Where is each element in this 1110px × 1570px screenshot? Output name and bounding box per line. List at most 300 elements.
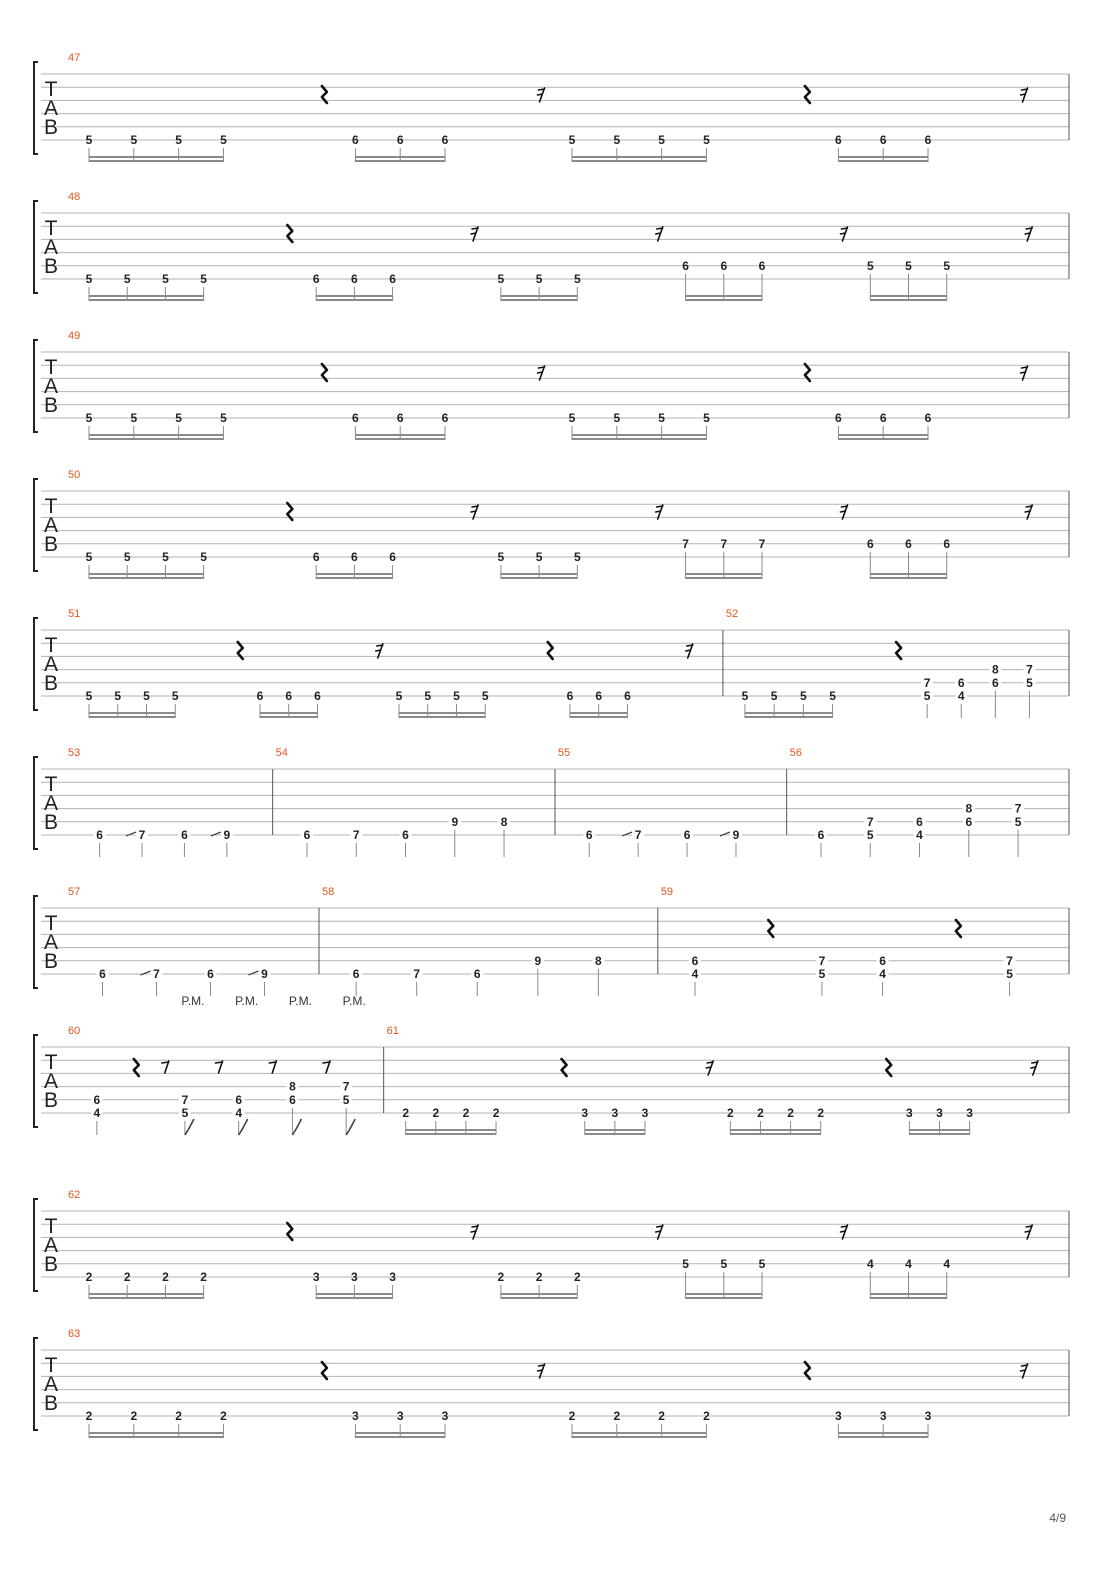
fret-number: 2 <box>573 1270 581 1284</box>
note-chord <box>471 967 483 996</box>
fret-number: 4 <box>93 1106 101 1120</box>
fret-number: 6 <box>566 689 574 703</box>
fret-number: 5 <box>162 272 169 286</box>
fret-number: 6 <box>352 411 359 425</box>
fret-number: 4 <box>905 1256 912 1271</box>
fret-number: 7 <box>866 814 874 829</box>
tab-clef-letter: T <box>44 217 58 240</box>
fret-number: 5 <box>123 272 131 286</box>
beamed-note-group <box>867 1257 950 1299</box>
fret-number: 3 <box>641 1106 649 1120</box>
fret-number: 2 <box>123 1270 131 1284</box>
tab-clef-letter: A <box>43 236 59 259</box>
note-chord <box>340 994 366 1135</box>
beamed-note-group <box>498 550 581 579</box>
fret-number: 5 <box>85 689 93 703</box>
fret-number: 2 <box>703 1409 710 1423</box>
beamed-note-group <box>86 411 227 440</box>
tab-clef-letter: T <box>44 1215 58 1238</box>
fret-number: 6 <box>389 272 396 286</box>
fret-number: 5 <box>770 689 778 703</box>
fret-number: 6 <box>835 133 842 147</box>
tab-clef-letter: A <box>43 792 59 815</box>
note-chord <box>233 994 259 1135</box>
fret-number: 2 <box>402 1106 410 1120</box>
fret-number: 5 <box>171 689 179 703</box>
fret-number: 5 <box>573 550 581 564</box>
beamed-note-group <box>906 1106 973 1135</box>
fret-number: 7 <box>634 828 642 842</box>
fret-number: 6 <box>691 953 699 968</box>
fret-number: 7 <box>1026 662 1033 677</box>
measure-number: 62 <box>68 1189 81 1201</box>
fret-number: 4 <box>943 1256 951 1271</box>
tab-system <box>34 608 1069 718</box>
beamed-note-group <box>313 272 396 301</box>
fret-number: 5 <box>114 689 122 703</box>
system-bracket <box>34 1338 38 1430</box>
note-chord <box>816 954 828 996</box>
fret-number: 6 <box>866 536 874 551</box>
beamed-note-group <box>352 133 449 162</box>
fret-number: 2 <box>200 1270 207 1284</box>
tab-clef-letter: T <box>44 1051 58 1074</box>
fret-number: 5 <box>200 550 207 564</box>
note-chord <box>140 967 162 996</box>
measure-number: 50 <box>68 469 81 481</box>
palm-mute-label: P.M. <box>342 994 366 1008</box>
fret-number: 6 <box>402 828 409 842</box>
beamed-note-group <box>867 259 950 301</box>
fret-number: 5 <box>800 689 807 703</box>
beamed-note-group <box>581 1106 648 1135</box>
system-bracket <box>34 1199 38 1291</box>
tab-clef-letter: B <box>43 1392 59 1415</box>
tab-clef-letter: B <box>43 533 59 556</box>
tab-clef-letter: A <box>43 97 59 120</box>
fret-number: 5 <box>395 689 403 703</box>
tab-clef-letter: T <box>44 773 58 796</box>
beamed-note-group <box>86 133 227 162</box>
tab-clef-letter: A <box>43 931 59 954</box>
fret-number: 3 <box>966 1106 973 1120</box>
beamed-note-group <box>86 1409 227 1438</box>
fret-number: 5 <box>85 550 93 564</box>
fret-number: 9 <box>223 828 231 842</box>
note-chord <box>592 954 604 996</box>
fret-number: 3 <box>389 1270 396 1284</box>
fret-number: 6 <box>991 675 999 690</box>
eighth-flag <box>346 1119 355 1135</box>
palm-mute-label: P.M. <box>288 994 312 1008</box>
note-chord <box>914 815 926 857</box>
note-chord <box>91 1093 103 1135</box>
measure-number: 49 <box>68 330 81 342</box>
fret-number: 5 <box>220 411 227 425</box>
fret-number: 6 <box>720 258 728 273</box>
system-bracket <box>34 479 38 571</box>
fret-number: 9 <box>732 828 740 842</box>
fret-number: 2 <box>462 1106 470 1120</box>
measure-number: 58 <box>321 886 335 898</box>
fret-number: 6 <box>351 550 358 564</box>
fret-number: 5 <box>85 133 93 147</box>
fret-number: 5 <box>85 272 93 286</box>
note-chord <box>681 828 693 857</box>
note-chord <box>411 967 423 996</box>
note-chord <box>179 994 205 1135</box>
fret-number: 9 <box>261 967 268 981</box>
palm-mute-label: P.M. <box>181 994 205 1008</box>
beamed-note-group <box>835 133 932 162</box>
fret-number: 2 <box>175 1409 182 1423</box>
system-bracket <box>34 1035 38 1127</box>
fret-number: 6 <box>879 953 886 968</box>
eighth-rest <box>216 1061 223 1073</box>
beamed-note-group <box>352 1409 449 1438</box>
fret-number: 6 <box>965 814 973 829</box>
fret-number: 8 <box>991 662 999 677</box>
fret-number: 3 <box>312 1270 320 1284</box>
fret-number: 5 <box>220 133 227 147</box>
tab-clef-letter: B <box>43 255 59 278</box>
fret-number: 5 <box>130 411 138 425</box>
fret-number: 6 <box>351 272 358 286</box>
fret-number: 6 <box>285 689 293 703</box>
beamed-note-group <box>498 1270 581 1299</box>
fret-number: 5 <box>866 828 874 842</box>
measure-number: 56 <box>789 747 802 759</box>
fret-number: 7 <box>153 967 160 981</box>
eighth-rest <box>323 1061 330 1073</box>
fret-number: 5 <box>568 133 576 147</box>
beamed-note-group <box>402 1106 499 1135</box>
fret-number: 6 <box>314 689 321 703</box>
fret-number: 6 <box>758 258 766 273</box>
fret-number: 7 <box>352 828 360 842</box>
fret-number: 2 <box>613 1409 621 1423</box>
measure-number: 53 <box>68 747 81 759</box>
fret-number: 7 <box>758 536 766 551</box>
note-chord <box>689 954 701 996</box>
beamed-note-group <box>569 1409 710 1438</box>
measure-number: 54 <box>275 747 288 759</box>
fret-number: 6 <box>879 411 887 425</box>
fret-number: 2 <box>726 1106 734 1120</box>
system-bracket <box>34 757 38 849</box>
tab-clef-letter: T <box>44 1354 58 1377</box>
fret-number: 6 <box>312 272 320 286</box>
fret-number: 4 <box>866 1256 874 1271</box>
fret-number: 7 <box>1014 801 1022 816</box>
note-chord <box>532 954 544 996</box>
fret-number: 5 <box>143 689 150 703</box>
note-chord <box>178 828 190 857</box>
tab-clef-letter: B <box>43 1089 59 1112</box>
note-chord <box>921 676 933 718</box>
fret-number: 5 <box>568 411 576 425</box>
note-chord <box>286 994 312 1135</box>
fret-number: 6 <box>473 967 481 981</box>
fret-number: 5 <box>342 1092 350 1107</box>
note-chord <box>204 967 216 996</box>
fret-number: 7 <box>181 1092 189 1107</box>
fret-number: 5 <box>943 258 951 273</box>
measure-number: 52 <box>725 608 739 620</box>
beamed-note-group <box>567 689 632 718</box>
note-chord <box>126 828 148 857</box>
fret-number: 2 <box>535 1270 543 1284</box>
fret-number: 3 <box>936 1106 943 1120</box>
fret-number: 7 <box>720 536 728 551</box>
measure-number: 55 <box>558 747 571 759</box>
eighth-flag <box>292 1119 301 1135</box>
fret-number: 5 <box>720 1256 728 1271</box>
eighth-flag <box>239 1119 248 1135</box>
tab-clef-letter: B <box>43 811 59 834</box>
tab-clef-letter: T <box>44 495 58 518</box>
fret-number: 5 <box>535 550 543 564</box>
fret-number: 6 <box>924 133 932 147</box>
beamed-note-group <box>569 133 710 162</box>
fret-number: 3 <box>924 1409 932 1423</box>
fret-number: 5 <box>658 133 665 147</box>
note-chord <box>955 676 967 718</box>
note-chord <box>449 815 461 857</box>
fret-number: 5 <box>573 272 581 286</box>
tab-clef-letter: A <box>43 653 59 676</box>
fret-number: 7 <box>818 953 826 968</box>
fret-number: 5 <box>613 133 621 147</box>
fret-number: 6 <box>957 675 965 690</box>
fret-number: 2 <box>658 1409 665 1423</box>
beamed-note-group <box>727 1106 824 1135</box>
tab-clef-letter: A <box>43 375 59 398</box>
beamed-note-group <box>682 259 765 301</box>
fret-number: 5 <box>200 272 207 286</box>
fret-number: 4 <box>691 967 699 981</box>
fret-number: 6 <box>181 828 188 842</box>
system-bracket <box>34 340 38 432</box>
fret-number: 6 <box>289 1092 296 1107</box>
fret-number: 5 <box>703 133 710 147</box>
fret-number: 6 <box>817 828 825 842</box>
beamed-note-group <box>867 537 950 579</box>
fret-number: 4 <box>879 967 886 981</box>
measure-number: 51 <box>68 608 81 620</box>
eighth-rest <box>269 1061 276 1073</box>
fret-number: 6 <box>682 258 689 273</box>
fret-number: 3 <box>351 1270 358 1284</box>
fret-number: 2 <box>85 1409 93 1423</box>
fret-number: 3 <box>611 1106 619 1120</box>
note-chord <box>583 828 595 857</box>
tab-clef-letter: B <box>43 394 59 417</box>
note-chord <box>94 828 106 857</box>
beamed-note-group <box>86 272 208 301</box>
fret-number: 6 <box>624 689 631 703</box>
fret-number: 2 <box>497 1270 505 1284</box>
beamed-note-group <box>835 411 932 440</box>
fret-number: 6 <box>924 411 932 425</box>
fret-number: 9 <box>534 953 542 968</box>
tab-clef-letter: T <box>44 78 58 101</box>
tab-system <box>34 191 1069 301</box>
fret-number: 6 <box>441 411 449 425</box>
fret-number: 6 <box>943 536 951 551</box>
fret-number: 6 <box>207 967 214 981</box>
fret-number: 3 <box>352 1409 359 1423</box>
fret-number: 5 <box>123 550 131 564</box>
beamed-note-group <box>313 550 396 579</box>
fret-number: 4 <box>916 828 923 842</box>
fret-number: 2 <box>787 1106 794 1120</box>
measure-number: 48 <box>68 191 81 203</box>
tab-clef-letter: B <box>43 672 59 695</box>
fret-number: 5 <box>703 411 710 425</box>
fret-number: 6 <box>396 411 404 425</box>
fret-number: 5 <box>175 133 182 147</box>
system-bracket <box>34 618 38 710</box>
fret-number: 8 <box>289 1079 296 1094</box>
fret-number: 5 <box>85 411 93 425</box>
fret-number: 3 <box>396 1409 404 1423</box>
fret-number: 6 <box>96 828 103 842</box>
fret-number: 6 <box>585 828 593 842</box>
system-bracket <box>34 62 38 154</box>
note-chord <box>1012 802 1024 857</box>
fret-number: 5 <box>905 258 912 273</box>
note-chord <box>815 828 827 857</box>
fret-number: 5 <box>175 411 182 425</box>
fret-number: 6 <box>312 550 320 564</box>
fret-number: 6 <box>916 814 923 829</box>
beamed-note-group <box>742 689 837 718</box>
note-chord <box>301 828 313 857</box>
tab-clef-letter: B <box>43 950 59 973</box>
fret-number: 5 <box>535 272 543 286</box>
tab-clef-letter: A <box>43 1070 59 1093</box>
fret-number: 7 <box>682 536 689 551</box>
tab-clef-letter: T <box>44 356 58 379</box>
tab-clef-letter: A <box>43 514 59 537</box>
fret-number: 7 <box>413 967 421 981</box>
note-chord <box>1004 954 1016 996</box>
page-indicator: 4/9 <box>1049 1511 1066 1525</box>
beamed-note-group <box>86 689 179 718</box>
fret-number: 6 <box>835 411 842 425</box>
fret-number: 6 <box>352 967 360 981</box>
measure-number: 57 <box>68 886 81 898</box>
fret-number: 6 <box>879 133 887 147</box>
tab-system <box>34 994 1069 1135</box>
eighth-rest <box>162 1061 169 1073</box>
tab-system <box>34 330 1069 440</box>
fret-number: 5 <box>741 689 749 703</box>
fret-number: 8 <box>595 953 602 968</box>
measure-number: 63 <box>68 1328 81 1340</box>
fret-number: 5 <box>923 689 931 703</box>
fret-number: 7 <box>923 675 931 690</box>
fret-number: 5 <box>1014 814 1022 829</box>
beamed-note-group <box>835 1409 932 1438</box>
beamed-note-group <box>86 550 208 579</box>
beamed-note-group <box>86 1270 208 1299</box>
fret-number: 2 <box>432 1106 440 1120</box>
tab-clef-letter: A <box>43 1234 59 1257</box>
tab-clef-letter: T <box>44 912 58 935</box>
note-chord <box>211 828 233 857</box>
beamed-note-group <box>313 1270 396 1299</box>
tab-system <box>34 1189 1069 1299</box>
tab-clef-letter: B <box>43 116 59 139</box>
measure-number: 60 <box>68 1025 81 1037</box>
fret-number: 5 <box>758 1256 766 1271</box>
fret-number: 5 <box>424 689 432 703</box>
fret-number: 9 <box>451 814 459 829</box>
tab-clef-letter: A <box>43 1373 59 1396</box>
fret-number: 6 <box>396 133 404 147</box>
fret-number: 6 <box>352 133 359 147</box>
fret-number: 6 <box>441 133 449 147</box>
fret-number: 5 <box>682 1256 689 1271</box>
fret-number: 2 <box>757 1106 764 1120</box>
note-chord <box>350 828 362 857</box>
fret-number: 5 <box>1026 675 1033 690</box>
note-chord <box>248 967 270 996</box>
fret-number: 5 <box>497 550 505 564</box>
fret-number: 2 <box>492 1106 500 1120</box>
measure-number: 59 <box>660 886 674 898</box>
fret-number: 2 <box>130 1409 138 1423</box>
tab-system <box>34 747 1069 857</box>
fret-number: 5 <box>1006 967 1013 981</box>
note-chord <box>963 802 975 857</box>
beamed-note-group <box>682 1257 765 1299</box>
tab-system <box>34 469 1069 579</box>
fret-number: 2 <box>220 1409 227 1423</box>
tab-system <box>34 1328 1069 1438</box>
fret-number: 5 <box>162 550 169 564</box>
beamed-note-group <box>257 689 322 718</box>
beamed-note-group <box>396 689 489 718</box>
fret-number: 4 <box>957 689 965 703</box>
beamed-note-group <box>682 537 765 579</box>
fret-number: 7 <box>342 1079 350 1094</box>
fret-number: 3 <box>581 1106 589 1120</box>
fret-number: 6 <box>683 828 691 842</box>
eighth-flag <box>185 1119 194 1135</box>
fret-number: 5 <box>181 1106 189 1120</box>
note-chord <box>989 663 1001 718</box>
fret-number: 5 <box>818 967 826 981</box>
palm-mute-label: P.M. <box>235 994 259 1008</box>
fret-number: 4 <box>235 1106 243 1120</box>
fret-number: 3 <box>879 1409 887 1423</box>
note-chord <box>350 967 362 996</box>
fret-number: 3 <box>441 1409 449 1423</box>
fret-number: 5 <box>130 133 138 147</box>
tab-clef-letter: T <box>44 634 58 657</box>
fret-number: 2 <box>568 1409 576 1423</box>
fret-number: 3 <box>906 1106 913 1120</box>
system-bracket <box>34 896 38 988</box>
fret-number: 2 <box>85 1270 93 1284</box>
fret-number: 6 <box>905 536 912 551</box>
fret-number: 6 <box>93 1092 101 1107</box>
fret-number: 5 <box>658 411 665 425</box>
fret-number: 6 <box>235 1092 243 1107</box>
